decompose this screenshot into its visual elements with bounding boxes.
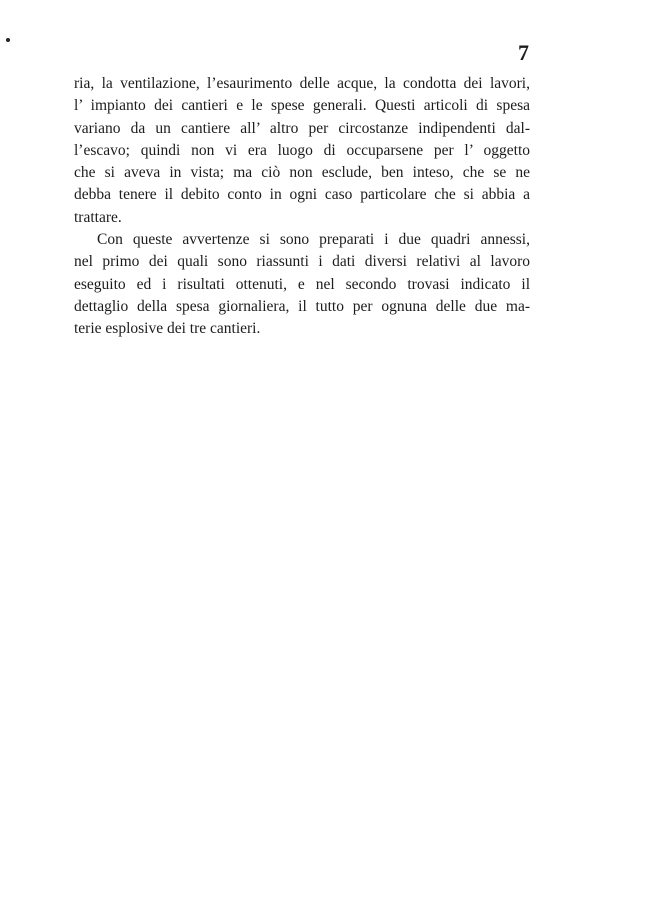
body-text	[74, 73, 530, 341]
text-line: nel primo dei quali sono riassunti i dati diversi relativi al lavoro	[74, 253, 530, 271]
text-line: l’ impianto dei cantieri e le spese generali. Questi articoli di spesa	[74, 97, 530, 115]
text-line: l’escavo; quindi non vi era luogo di occuparsene per l’ oggetto	[74, 141, 530, 159]
text-line: che si aveva in vista; ma ciò non esclude, ben inteso, che se ne	[74, 164, 530, 182]
text-line: debba tenere il debito conto in ogni caso particolare che si abbia a	[74, 186, 530, 204]
page-number: 7	[518, 40, 529, 65]
ink-speck	[6, 38, 10, 42]
text-line: ria, la ventilazione, l’esaurimento delle acque, la condotta dei lavori,	[74, 75, 530, 92]
text-line: trattare.	[74, 208, 122, 226]
text-line: dettaglio della spesa giornaliera, il tutto per ognuna delle due ma-	[74, 297, 530, 315]
paragraph-2	[74, 229, 530, 340]
text-line: variano da un cantiere all’ altro per circostanze indipendenti dal-	[74, 119, 530, 137]
text-line: Con queste avvertenze si sono preparati i due quadri annessi,	[97, 231, 530, 249]
paragraph-1	[74, 73, 530, 229]
text-line: terie esplosive dei tre cantieri.	[74, 320, 261, 338]
text-line: eseguito ed i risultati ottenuti, e nel secondo trovasi indicato il	[74, 275, 530, 293]
